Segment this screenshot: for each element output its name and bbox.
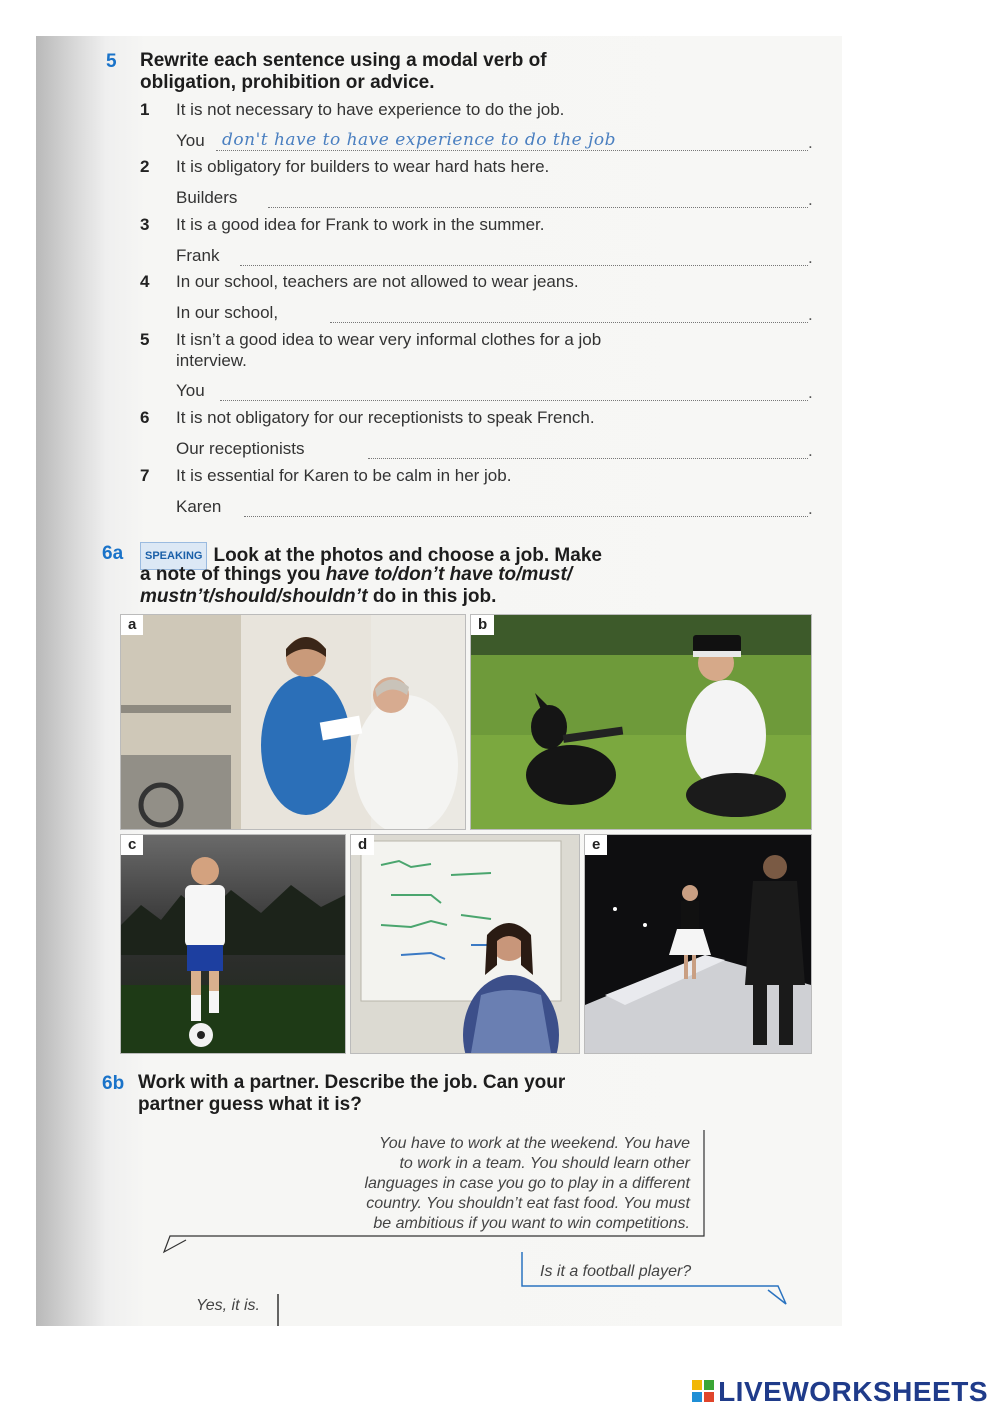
- period: .: [808, 248, 813, 267]
- item-sentence: In our school, teachers are not allowed to wear jeans.: [176, 272, 579, 291]
- exercise-6a-heading-line2: [140, 564, 572, 586]
- answer-field-4[interactable]: [334, 302, 802, 322]
- answer-field-1[interactable]: don't have to have experience to do the job: [222, 130, 617, 150]
- item-sentence-line1: It isn’t a good idea to wear very informal clothes for a job: [176, 330, 602, 349]
- speech-line: be ambitious if you want to win competitions.: [373, 1215, 690, 1232]
- speech-line: languages in case you go to play in a different: [364, 1175, 690, 1192]
- item-sentence: It is not necessary to have experience to do the job.: [176, 100, 565, 119]
- photo-label-b: b: [471, 615, 494, 635]
- item-number: 2: [140, 157, 150, 176]
- period: .: [808, 305, 813, 324]
- exercise-5-number: 5: [106, 51, 117, 72]
- answer-field-2[interactable]: [272, 187, 802, 207]
- item-number: 3: [140, 215, 150, 234]
- speech-bubble-3: [268, 1292, 288, 1328]
- police-image: [471, 615, 811, 829]
- item-starter: Frank: [176, 246, 220, 265]
- speech-line: country. You shouldn’t eat fast food. You must: [366, 1195, 690, 1212]
- exercise-6a-heading-line3: [140, 586, 496, 608]
- answer-line: [368, 458, 808, 459]
- exercise-6b-heading-line2: partner guess what it is?: [138, 1094, 362, 1115]
- speech-bubble-1-text: [150, 1134, 690, 1234]
- photo-label-c: c: [121, 835, 143, 855]
- answer-line: [268, 207, 808, 208]
- heading-modals: have to/don’t have to/must/: [325, 564, 573, 585]
- speech-line: You have to work at the weekend. You have: [378, 1135, 690, 1152]
- exercise-5-heading-line1: Rewrite each sentence using a modal verb of: [140, 50, 547, 71]
- exercise-6b-number: 6b: [102, 1073, 125, 1094]
- fashion-image: [585, 835, 811, 1053]
- answer-field-5[interactable]: [226, 380, 802, 400]
- photo-fashion-show: [584, 834, 812, 1054]
- period: .: [808, 383, 813, 402]
- answer-line: [330, 322, 808, 323]
- heading-text: do in this job.: [367, 586, 497, 607]
- liveworksheets-brand[interactable]: LIVEWORKSHEETS: [718, 1376, 988, 1407]
- photo-label-d: d: [351, 835, 374, 855]
- item-number: 1: [140, 100, 150, 119]
- speaking-badge: SPEAKING: [140, 542, 207, 570]
- item-sentence: It is a good idea for Frank to work in the summer.: [176, 215, 545, 234]
- item-number: 6: [140, 408, 150, 427]
- answer-line: [240, 265, 808, 266]
- answer-field-6[interactable]: [372, 438, 802, 458]
- item-starter: In our school,: [176, 303, 279, 322]
- item-starter: Builders: [176, 188, 238, 207]
- speech-line: to work in a team. You should learn other: [399, 1155, 690, 1172]
- period: .: [808, 190, 813, 209]
- photo-label-a: a: [121, 615, 143, 635]
- photo-football-player: [120, 834, 346, 1054]
- speech-bubble-3-text: Yes, it is.: [195, 1297, 260, 1314]
- item-sentence: It is essential for Karen to be calm in her job.: [176, 466, 512, 485]
- period: .: [808, 441, 813, 460]
- photo-nurse: [120, 614, 466, 830]
- nurse-image: [121, 615, 465, 829]
- item-sentence: It is obligatory for builders to wear hard hats here.: [176, 157, 550, 176]
- period: .: [808, 133, 813, 152]
- photo-label-e: e: [585, 835, 607, 855]
- exercise-6a-number: 6a: [102, 543, 124, 564]
- heading-text: a note of things you: [140, 564, 326, 585]
- answer-line: [216, 150, 808, 151]
- item-number: 4: [140, 272, 150, 291]
- heading-text: Look at the photos and choose a job. Make: [213, 545, 602, 567]
- item-sentence: It is not obligatory for our receptionists to speak French.: [176, 408, 595, 427]
- item-sentence-line2: interview.: [176, 351, 247, 370]
- item-starter: You: [176, 131, 205, 150]
- period: .: [808, 499, 813, 518]
- answer-field-7[interactable]: [250, 496, 802, 516]
- answer-line: [220, 400, 808, 401]
- football-image: [121, 835, 345, 1053]
- heading-modals: mustn’t/should/shouldn’t: [140, 586, 368, 607]
- item-starter: Our receptionists: [176, 439, 305, 458]
- speech-bubble-2-text: Is it a football player?: [540, 1263, 692, 1280]
- item-number: 7: [140, 466, 150, 485]
- photo-teacher: [350, 834, 580, 1054]
- answer-field-3[interactable]: [246, 245, 802, 265]
- exercise-6b-heading-line1: Work with a partner. Describe the job. Can your: [138, 1072, 566, 1093]
- photo-police-officer: [470, 614, 812, 830]
- item-starter: Karen: [176, 497, 222, 516]
- answer-line: [244, 516, 808, 517]
- teacher-image: [351, 835, 579, 1053]
- item-number: 5: [140, 330, 150, 349]
- item-starter: You: [176, 381, 205, 400]
- exercise-5-heading-line2: obligation, prohibition or advice.: [140, 72, 435, 93]
- liveworksheets-logo-icon: [692, 1380, 714, 1402]
